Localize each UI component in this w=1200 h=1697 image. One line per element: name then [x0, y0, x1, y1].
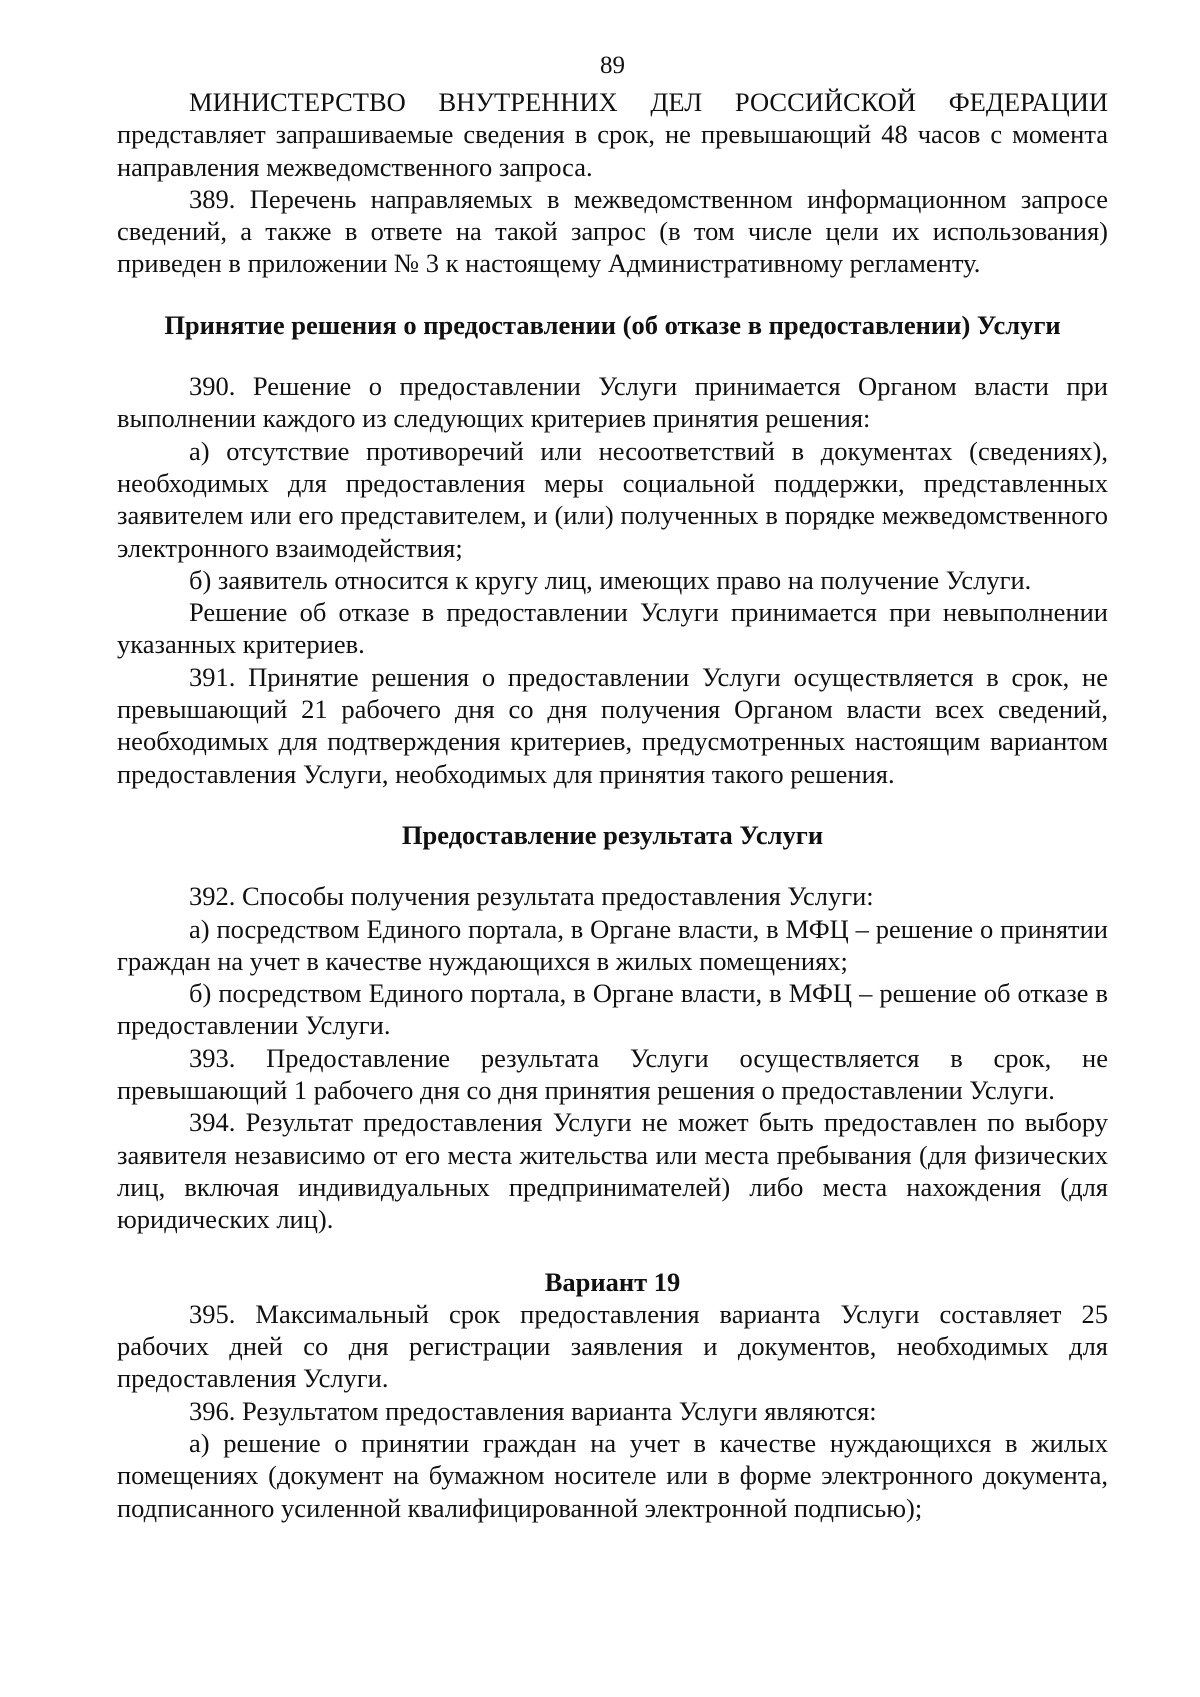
paragraph-394: 394. Результат предоставления Услуги не может быть предоставлен по выбору заявителя независимо от его места жительства или места пребывания (для физических лиц, включая индивидуальных предпринимателей) либо места нахождения (для юридических лиц). — [117, 1107, 1108, 1235]
paragraph-389: 389. Перечень направляемых в межведомственном информационном запросе сведений, а также в ответе на такой запрос (в том числе цели их использования) приведен в приложении № 3 к настоящему Административному регламенту. — [117, 183, 1108, 279]
ministry-name: МИНИСТЕРСТВО ВНУТРЕННИХ ДЕЛ РОССИЙСКОЙ ФЕДЕРАЦИИ — [189, 87, 1108, 117]
paragraph-395: 395. Максимальный срок предоставления варианта Услуги составляет 25 рабочих дней со дня регистрации заявления и документов, необходимых для предоставления Услуги. — [117, 1298, 1108, 1394]
paragraph-392-a: а) посредством Единого портала, в Органе власти, в МФЦ – решение о принятии граждан на учет в качестве нуждающихся в жилых помещениях; — [117, 913, 1108, 976]
paragraph-390-b: б) заявитель относится к кругу лиц, имеющих право на получение Услуги. — [189, 564, 1032, 595]
paragraph-continuation: представляет запрашиваемые сведения в срок, не превышающий 48 часов с момента направления межведомственного запроса. — [117, 119, 1108, 182]
section-heading-decision: Принятие решения о предоставлении (об отказе в предоставлении) Услуги — [164, 309, 1061, 340]
section-heading-result: Предоставление результата Услуги — [401, 819, 824, 850]
section-heading-variant-19: Вариант 19 — [544, 1266, 681, 1297]
paragraph-392-b: б) посредством Единого портала, в Органе власти, в МФЦ – решение об отказе в предоставлении Услуги. — [117, 978, 1108, 1041]
paragraph-396: 396. Результатом предоставления варианта Услуги являются: — [189, 1395, 877, 1426]
paragraph-393: 393. Предоставление результата Услуги осуществляется в срок, не превышающий 1 рабочего дня со дня принятия решения о предоставлении Услуги. — [117, 1042, 1108, 1106]
paragraph-391: 391. Принятие решения о предоставлении Услуги осуществляется в срок, не превышающий 21 рабочего дня со дня получения Органом власти всех сведений, необходимых для подтверждения критериев, предусмотренных настоящим вариантом предоставления Услуги, необходимых для принятия такого решения. — [117, 661, 1108, 789]
paragraph-390: 390. Решение о предоставлении Услуги принимается Органом власти при выполнении каждого из следующих критериев принятия решения: — [117, 371, 1108, 434]
paragraph-refusal: Решение об отказе в предоставлении Услуги принимается при невыполнении указанных критериев. — [117, 597, 1108, 660]
paragraph-392: 392. Способы получения результата предоставления Услуги: — [189, 881, 874, 912]
paragraph-396-a: а) решение о принятии граждан на учет в качестве нуждающихся в жилых помещениях (документ на бумажном носителе или в форме электронного документа, подписанного усиленной квалифицированной электронной подписью); — [117, 1427, 1108, 1523]
page-number: 89 — [600, 52, 625, 79]
paragraph-390-a: а) отсутствие противоречий или несоответствий в документах (сведениях), необходимых для предоставления меры социальной поддержки, представленных заявителем или его представителем, и (или) полученных в порядке межведомственного электронного взаимодействия; — [117, 435, 1108, 563]
